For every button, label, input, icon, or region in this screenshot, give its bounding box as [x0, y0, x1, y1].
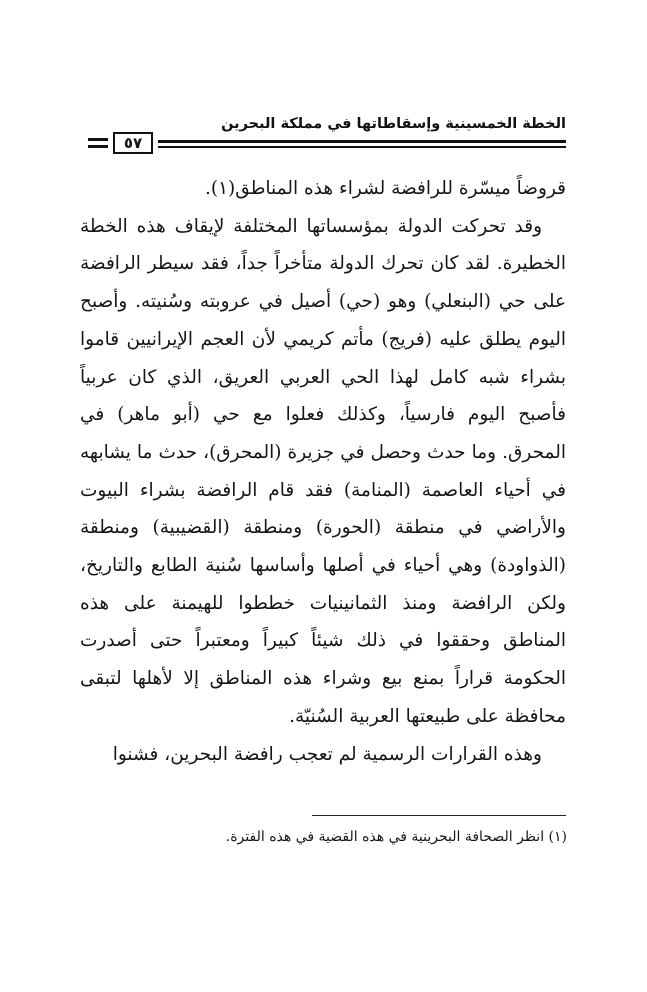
paragraph: قروضاً ميسّرة للرافضة لشراء هذه المناطق(١). [205, 178, 566, 199]
header-bars-ornament [88, 138, 108, 148]
header-rule [158, 140, 566, 143]
footnote-separator [312, 815, 566, 816]
body-text [80, 170, 566, 773]
running-title: الخطة الخمسينية وإسقاطاتها في مملكة البحرين [221, 116, 566, 132]
paragraph: وهذه القرارات الرسمية لم تعجب رافضة البحرين، فشنوا [112, 743, 542, 765]
header-rule-thin [158, 146, 566, 148]
footnote: (١) انظر الصحافة البحرينية في هذه القضية في هذه الفترة. [225, 829, 567, 845]
page-header [88, 108, 566, 158]
page-number: ٥٧ [113, 132, 153, 154]
paragraph: وقد تحركت الدولة بمؤسساتها المختلفة لإيقاف هذه الخطة الخطيرة. لقد كان تحرك الدولة متأخراً جداً، فقد سيطر الرافضة على حي (البنعلي) وهو (حي) أصيل في عروبته وسُنيته. وأصبح اليوم يطلق عليه (فريج) مأتم كريمي لأن العجم الإيرانيين قاموا بشراء شبه كامل لهذا الحي العربي العريق، الذي كان عربياً فأصبح اليوم فارسياً، وكذلك فعلوا مع حي (أبو ماهر) في المحرق. وما حدث وحصل في جزيرة (المحرق)، حدث ما يشابهه في أحياء العاصمة (المنامة) فقد قام الرافضة بشراء البيوت والأراضي في منطقة (الحورة) ومنطقة (القضيبية) ومنطقة (الذواودة) وهي أحياء في أصلها وأساسها سُنية الطابع والتاريخ، ولكن الرافضة ومنذ الثمانينيات خططوا للهيمنة على هذه المناطق وحققوا في ذلك شيئاً كبيراً ومعتبراً حتى أصدرت الحكومة قراراً بمنع بيع وشراء هذه المناطق إلا لأهلها لتبقى محافظة على طبيعتها العربية السُنيّة. [80, 215, 566, 727]
